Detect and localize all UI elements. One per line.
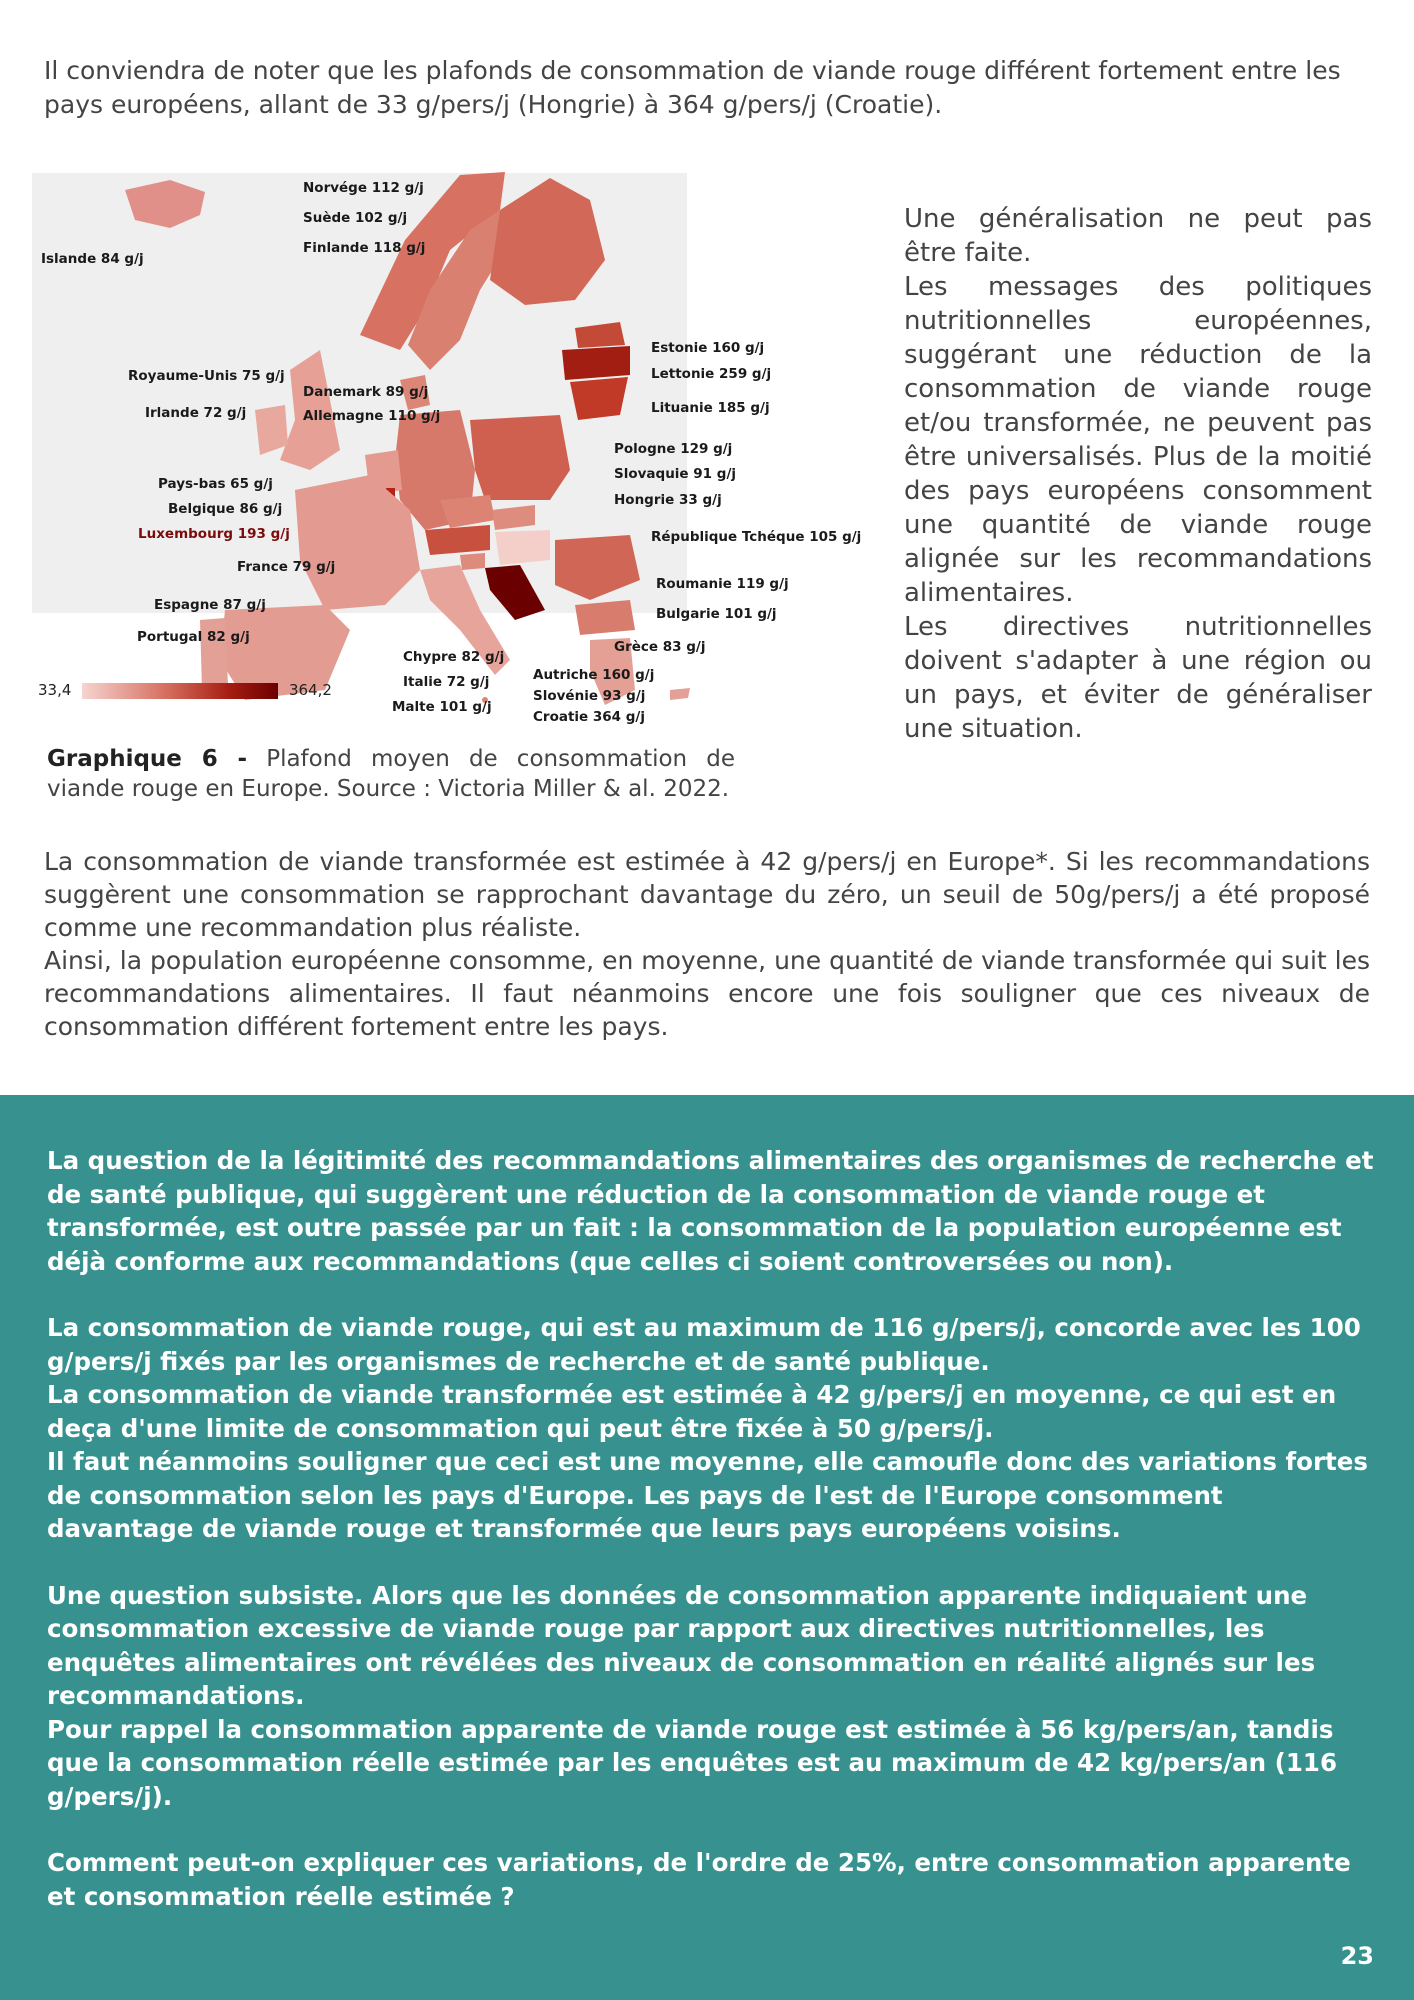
label-lithuania: Lituanie 185 g/j	[651, 400, 770, 416]
label-czechia: République Tchéque 105 g/j	[651, 529, 862, 545]
side-paragraph: Une généralisation ne peut pas être faite.	[904, 204, 1372, 268]
processed-meat-section	[44, 845, 1370, 1043]
label-malta: Malte 101 g/j	[392, 699, 492, 715]
scale-min-label: 33,4	[38, 681, 72, 699]
label-iceland: Islande 84 g/j	[41, 251, 144, 267]
label-luxembourg: Luxembourg 193 g/j	[138, 526, 290, 542]
figure-caption	[47, 744, 735, 804]
label-portugal: Portugal 82 g/j	[137, 629, 250, 645]
box-paragraph: La question de la légitimité des recommandations alimentaires des organismes de recherche et de santé publique, qui suggèrent une réduction de la consommation de viande rouge et transformée, est outre passée par un fait : la consommation de la population européenne est déjà conforme aux recommandations (que celles ci soient controversées ou non).	[47, 1146, 1374, 1276]
label-france: France 79 g/j	[237, 559, 336, 575]
label-slovenia: Slovénie 93 g/j	[533, 688, 646, 704]
label-ireland: Irlande 72 g/j	[145, 405, 247, 421]
label-belgium: Belgique 86 g/j	[168, 501, 283, 517]
page-number: 23	[1340, 1942, 1374, 1970]
label-croatia: Croatie 364 g/j	[533, 709, 645, 725]
label-finland: Finlande 118 g/j	[303, 240, 426, 256]
box-paragraph: La consommation de viande rouge, qui est au maximum de 116 g/pers/j, concorde avec les 100 g/pers/j fixés par les organismes de recherche et de santé publique.	[47, 1313, 1361, 1376]
scale-max-label: 364,2	[289, 681, 332, 699]
hungary-shape	[495, 530, 550, 565]
side-paragraph: Les directives nutritionnelles doivent s'adapter à une région ou un pays, et éviter de généraliser une situation.	[904, 612, 1372, 744]
label-slovakia: Slovaquie 91 g/j	[614, 466, 737, 482]
latvia-shape	[562, 346, 630, 380]
box-paragraph: Une question subsiste. Alors que les données de consommation apparente indiquaient une consommation excessive de viande rouge par rapport aux directives nutritionnelles, les enquêtes alimentaires ont révélées des niveaux de consommation en réalité alignés sur les recommandations.	[47, 1580, 1316, 1710]
intro-paragraph: Il conviendra de noter que les plafonds de consommation de viande rouge différent fortement entre les pays européens, allant de 33 g/pers/j (Hongrie) à 364 g/pers/j (Croatie).	[44, 56, 1341, 119]
label-estonia: Estonie 160 g/j	[651, 340, 765, 356]
label-poland: Pologne 129 g/j	[614, 441, 733, 457]
label-italy: Italie 72 g/j	[403, 674, 490, 690]
side-paragraph: Les messages des politiques nutritionnelles européennes, suggérant une réduction de la consommation de viande rouge et/ou transformée, ne peuvent pas être universalisés. Plus de la moitié des pays européens consomment une quantité de viande rouge alignée sur les recommandations alimentaires.	[904, 272, 1372, 608]
slovenia-shape	[460, 553, 485, 570]
highlight-box-text	[47, 1144, 1377, 1913]
cyprus-shape	[670, 688, 690, 700]
label-germany: Allemagne 110 g/j	[303, 408, 441, 424]
caption-text: Plafond moyen de consommation de viande rouge en Europe. Source : Victoria Miller & al. 2022.	[47, 746, 735, 802]
body-paragraph: La consommation de viande transformée est estimée à 42 g/pers/j en Europe*. Si les recommandations suggèrent une consommation se rapprochant davantage du zéro, un seuil de 50g/pers/j a été proposé comme une recommandation plus réaliste.	[44, 847, 1370, 942]
label-uk: Royaume-Unis 75 g/j	[128, 368, 285, 384]
bulgaria-shape	[575, 600, 635, 635]
label-denmark: Danemark 89 g/j	[303, 384, 429, 400]
label-bulgaria: Bulgarie 101 g/j	[656, 606, 777, 622]
lithuania-shape	[570, 377, 628, 420]
label-norway: Norvége 112 g/j	[303, 180, 424, 196]
label-hungary: Hongrie 33 g/j	[614, 492, 722, 508]
color-scale-bar	[82, 683, 278, 699]
label-sweden: Suède 102 g/j	[303, 210, 408, 226]
label-latvia: Lettonie 259 g/j	[651, 366, 772, 382]
body-paragraph: Ainsi, la population européenne consomme, en moyenne, une quantité de viande transformée qui suit les recommandations alimentaires. Il faut néanmoins encore une fois souligner que ces niveaux de consommation différent fortement entre les pays.	[44, 946, 1370, 1041]
europe-map-figure	[30, 170, 862, 735]
label-romania: Roumanie 119 g/j	[656, 576, 789, 592]
box-paragraph: Pour rappel la consommation apparente de viande rouge est estimée à 56 kg/pers/an, tandis que la consommation réelle estimée par les enquêtes est au maximum de 42 kg/pers/an (116 g/pers/j).	[47, 1714, 1337, 1811]
side-commentary	[904, 202, 1372, 746]
caption-figure-number: Graphique 6 -	[47, 746, 248, 772]
box-paragraph: Il faut néanmoins souligner que ceci est une moyenne, elle camoufle donc des variations fortes de consommation selon les pays d'Europe. Les pays de l'est de l'Europe consomment davantage de viande rouge et transformée que leurs pays européens voisins.	[47, 1447, 1368, 1543]
label-spain: Espagne 87 g/j	[154, 597, 266, 613]
box-question: Comment peut-on expliquer ces variations, de l'ordre de 25%, entre consommation apparente et consommation réelle estimée ?	[47, 1848, 1351, 1911]
label-austria: Autriche 160 g/j	[533, 667, 655, 683]
box-paragraph: La consommation de viande transformée est estimée à 42 g/pers/j en moyenne, ce qui est en deça d'une limite de consommation qui peut être fixée à 50 g/pers/j.	[47, 1380, 1337, 1443]
poland-shape	[470, 415, 570, 500]
austria-shape	[425, 525, 490, 555]
label-netherlands: Pays-bas 65 g/j	[158, 476, 273, 492]
label-greece: Grèce 83 g/j	[614, 639, 706, 655]
label-cyprus: Chypre 82 g/j	[403, 649, 505, 665]
